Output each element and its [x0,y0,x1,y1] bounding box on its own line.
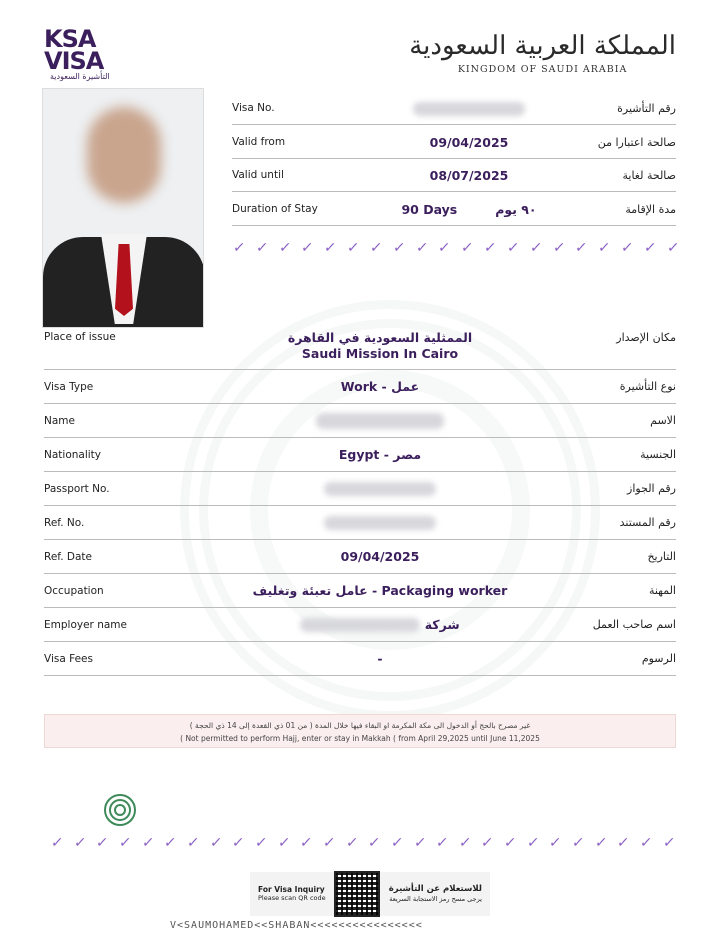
field-value: 09/04/2025 [429,134,509,150]
checkmark-icon: ✓ [391,240,406,256]
field-occupation [44,574,676,608]
checkmark-icon: ✓ [231,835,246,851]
checkmark-icon: ✓ [254,240,269,256]
duration-en: 90 Days [401,201,458,217]
field-name [44,404,676,438]
checkmark-icon: ✓ [460,240,475,256]
visa-inquiry-box [250,872,490,916]
field-label-en: Nationality [44,448,102,461]
field-visa-no [232,92,676,125]
field-label-en: Employer name [44,618,127,631]
field-label-en: Ref. Date [44,550,92,563]
inquiry-arabic [389,884,482,904]
inquiry-english [258,885,326,903]
inquiry-sub-en: Please scan QR code [258,894,326,902]
field-label-en: Passport No. [44,482,110,495]
checkmark-icon: ✓ [346,240,361,256]
checkmark-band-top [232,240,680,256]
checkmark-icon: ✓ [117,835,132,851]
notice-arabic: غير مصرح بالحج أو الدخول الى مكة المكرمة او البقاء فيها خلال المدة ( من 01 ذي القعدة إلى 14 ذي الحجة ) [189,721,531,730]
checkmark-icon: ✓ [597,240,612,256]
checkmark-icon: ✓ [414,240,429,256]
qr-code[interactable] [334,871,380,917]
field-label-en: Place of issue [44,331,116,343]
field-value [204,328,556,362]
field-valid-from [232,126,676,159]
field-label-ar: صالحة لغاية [622,168,676,182]
checkmark-icon: ✓ [642,240,657,256]
field-value: عامل تعبئة وتغليف - Packaging worker [252,583,508,598]
checkmark-icon: ✓ [525,835,540,851]
checkmark-icon: ✓ [232,240,246,256]
checkmark-icon: ✓ [574,240,589,256]
field-value-redacted [204,515,556,531]
checkmark-icon: ✓ [50,835,64,851]
field-value: 08/07/2025 [429,167,509,183]
checkmark-icon: ✓ [457,835,472,851]
checkmark-icon: ✓ [551,240,566,256]
field-label-ar: الرسوم [641,652,676,665]
checkmark-icon: ✓ [208,835,223,851]
inquiry-title-ar: للاستعلام عن التأشيرة [388,884,482,894]
field-value: 09/04/2025 [340,549,420,564]
field-label-en: Visa Type [44,380,94,393]
checkmark-icon: ✓ [437,240,452,256]
checkmark-icon: ✓ [367,835,382,851]
checkmark-icon: ✓ [528,240,543,256]
checkmark-icon: ✓ [321,835,336,851]
checkmark-icon: ✓ [277,240,292,256]
field-label-en: Occupation [44,584,104,597]
field-employer [44,608,676,642]
ksa-visa-logo [44,25,110,81]
field-label-ar: مدة الإقامة [625,202,676,216]
checkmark-icon: ✓ [368,240,383,256]
field-value-redacted [204,481,556,497]
checkmark-icon: ✓ [344,835,359,851]
field-label-en: Valid until [232,169,284,181]
field-label-ar: رقم التأشيرة [617,101,676,115]
checkmark-icon: ✓ [163,835,178,851]
field-value-redacted [382,100,556,116]
field-label-ar: رقم الجواز [627,482,676,495]
checkmark-icon: ✓ [483,240,498,256]
logo-subtitle: التأشيرة السعودية [50,72,110,81]
checkmark-icon: ✓ [593,835,608,851]
field-place-of-issue [44,328,676,370]
checkmark-icon: ✓ [571,835,586,851]
field-label-en: Visa No. [232,102,275,114]
field-value: Egypt - مصر [338,447,422,462]
field-ref-no [44,506,676,540]
field-label-en: Ref. No. [44,516,85,529]
checkmark-icon: ✓ [665,240,680,256]
checkmark-icon: ✓ [503,835,518,851]
checkmark-icon: ✓ [412,835,427,851]
field-label-ar: المهنة [648,584,676,597]
field-label-en: Valid from [232,136,286,148]
kingdom-english: KINGDOM OF SAUDI ARABIA [457,64,628,75]
field-label-en: Name [44,414,75,427]
fingerprint-icon [98,790,142,830]
field-nationality [44,438,676,472]
checkmark-icon: ✓ [616,835,631,851]
field-duration [232,193,676,226]
checkmark-icon: ✓ [661,835,676,851]
inquiry-title-en: For Visa Inquiry [258,885,325,894]
field-value-redacted [204,412,556,429]
field-label-ar: اسم صاحب العمل [592,618,676,631]
hajj-notice [44,714,676,748]
checkmark-icon: ✓ [389,835,404,851]
checkmark-icon: ✓ [253,835,268,851]
field-ref-date [44,540,676,574]
checkmark-icon: ✓ [323,240,338,256]
employer-value: شركة [424,616,460,632]
logo-text: KSA VISA [44,25,104,75]
checkmark-icon: ✓ [72,835,87,851]
checkmark-icon: ✓ [300,240,315,256]
mrz-line: V<SAUMOHAMED<<SHABAN<<<<<<<<<<<<<<<< [170,920,423,928]
field-value [204,617,556,633]
checkmark-icon: ✓ [95,835,110,851]
holder-photo [42,88,204,328]
field-visa-fees [44,642,676,676]
inquiry-sub-ar: يرجى مسح رمز الاستجابة السريعة [389,895,482,903]
field-label-ar: صالحة اعتبارا من [597,135,676,149]
checkmark-icon: ✓ [276,835,291,851]
checkmark-icon: ✓ [435,835,450,851]
field-passport-no [44,472,676,506]
field-value: Work - عمل [340,379,420,394]
field-label-ar: الجنسية [640,448,676,461]
kingdom-arabic: المملكة العربية السعودية [409,31,676,61]
field-valid-until [232,159,676,192]
checkmark-icon: ✓ [480,835,495,851]
duration-ar: ٩٠ يوم [495,201,537,217]
field-label-en: Visa Fees [44,652,93,665]
field-label-ar: الاسم [650,414,676,427]
checkmark-icon: ✓ [140,835,155,851]
checkmark-icon: ✓ [548,835,563,851]
field-label-ar: التاريخ [647,550,676,563]
checkmark-icon: ✓ [299,835,314,851]
field-label-ar: نوع التأشيرة [619,380,676,393]
field-value: - [377,651,383,666]
issue-value-ar: الممثلية السعودية في القاهرة [287,330,473,345]
field-label-ar: رقم المستند [619,516,676,529]
issue-value-en: Saudi Mission In Cairo [301,346,459,361]
checkmark-icon: ✓ [505,240,520,256]
checkmark-icon: ✓ [639,835,654,851]
checkmark-icon: ✓ [620,240,635,256]
checkmark-icon: ✓ [185,835,200,851]
notice-english: ( Not permitted to perform Hajj, enter or stay in Makkah ( from April 29,2025 until June 11,2025 [180,734,540,743]
field-label-en: Duration of Stay [232,203,318,215]
field-visa-type [44,370,676,404]
kingdom-header [409,28,676,75]
field-label-ar: مكان الإصدار [616,331,676,344]
field-value [382,202,556,217]
checkmark-band-bottom [50,835,676,851]
